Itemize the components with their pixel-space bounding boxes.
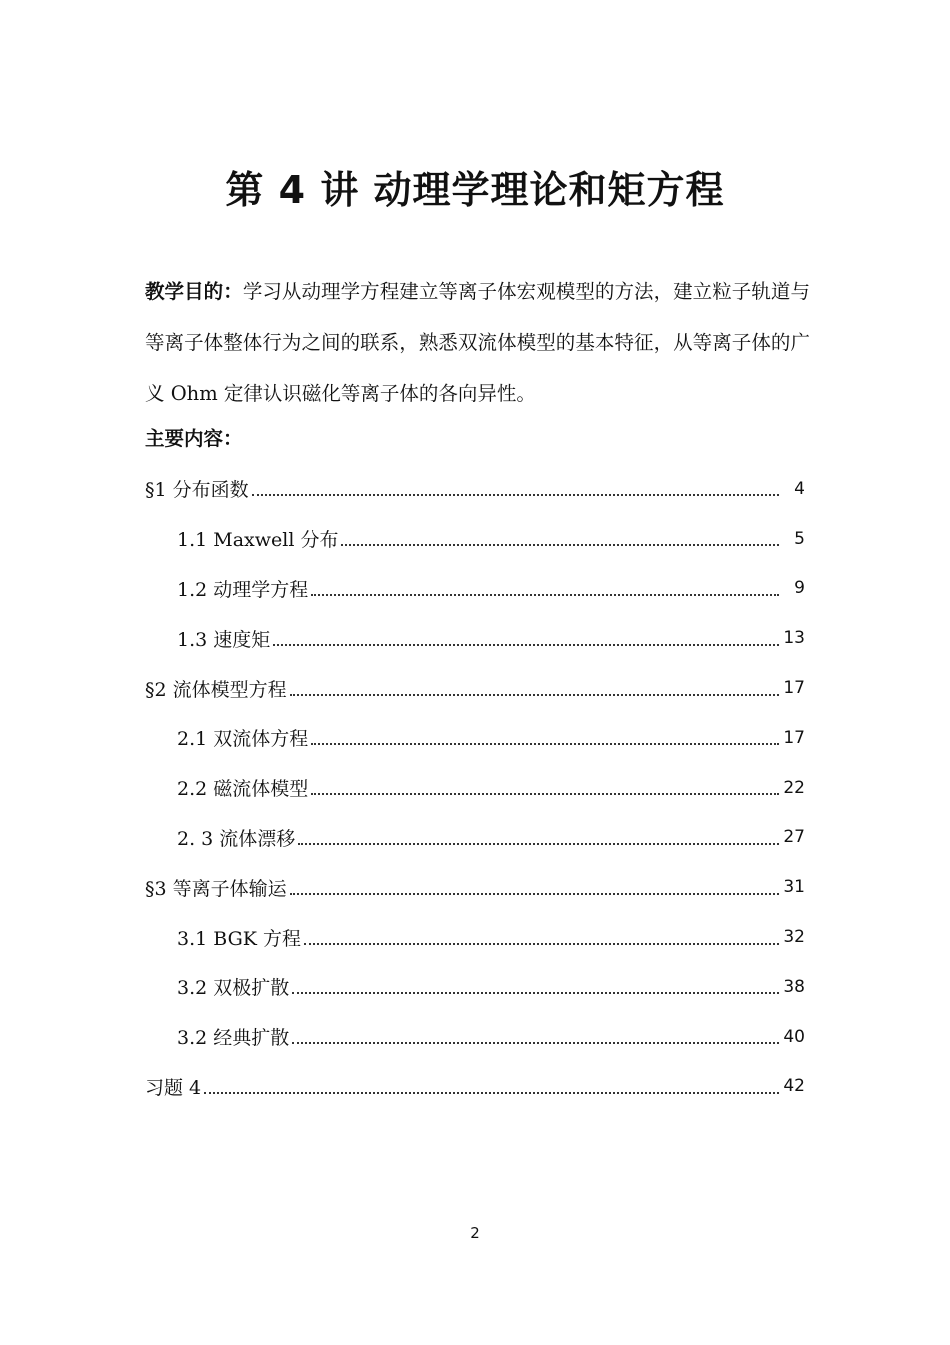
toc-dot-leader: [298, 842, 779, 845]
toc-dot-leader: [304, 942, 779, 945]
toc-entry-title: 习题 4: [145, 1076, 202, 1099]
toc-entry[interactable]: [145, 564, 805, 614]
toc-entry-page: 13: [783, 628, 805, 649]
toc-dot-leader: [290, 693, 779, 696]
toc-dot-leader: [273, 643, 779, 646]
toc-entry-page: 40: [783, 1026, 805, 1047]
toc-dot-leader: [204, 1091, 779, 1094]
toc-entry-page: 4: [794, 478, 805, 499]
toc-entry-page: 22: [783, 777, 805, 798]
toc-entry-title: 3.2 经典扩散: [177, 1027, 290, 1050]
toc-entry[interactable]: [145, 763, 805, 813]
teaching-objectives: [145, 266, 810, 419]
toc-entry[interactable]: [145, 813, 805, 863]
toc-entry-page: 17: [783, 727, 805, 748]
toc-entry-page: 32: [783, 927, 805, 948]
toc-dot-leader: [311, 742, 779, 745]
toc-entry[interactable]: [145, 713, 805, 763]
toc-entry-title: 2.2 磁流体模型: [177, 778, 309, 801]
toc-entry-title: 1.3 速度矩: [177, 628, 271, 651]
toc-dot-leader: [292, 991, 779, 994]
toc-entry-title: 3.1 BGK 方程: [177, 927, 301, 950]
toc-entry[interactable]: [145, 613, 805, 663]
objectives-text: 学习从动理学方程建立等离子体宏观模型的方法，建立粒子轨道与等离子体整体行为之间的联系，熟悉双流体模型的基本特征，从等离子体的广义 Ohm 定律认识磁化等离子体的各向异性。: [145, 280, 810, 405]
toc-entry-page: 5: [794, 528, 805, 549]
toc-entry[interactable]: [145, 663, 805, 713]
toc-entry-page: 9: [794, 578, 805, 599]
toc-entry-title: 1.2 动理学方程: [177, 578, 309, 601]
toc-entry[interactable]: [145, 962, 805, 1012]
toc-entry-title: §1 分布函数: [145, 479, 249, 502]
toc-entry-title: 1.1 Maxwell 分布: [177, 529, 339, 552]
toc-entry-page: 27: [783, 827, 805, 848]
toc-entry[interactable]: [145, 912, 805, 962]
objectives-label: 教学目的：: [145, 280, 243, 303]
toc-entry-title: §3 等离子体输运: [145, 877, 287, 900]
contents-heading: 主要内容：: [145, 427, 243, 450]
toc-entry[interactable]: [145, 464, 805, 514]
page-number: 2: [470, 1224, 480, 1242]
page-title: 第 4 讲 动理学理论和矩方程: [225, 168, 725, 212]
table-of-contents: [145, 464, 805, 1111]
toc-dot-leader: [290, 892, 779, 895]
toc-entry-title: 2.1 双流体方程: [177, 728, 309, 751]
toc-entry-title: 2. 3 流体漂移: [177, 827, 296, 850]
toc-dot-leader: [341, 543, 779, 546]
toc-entry-title: §2 流体模型方程: [145, 678, 287, 701]
toc-dot-leader: [311, 593, 779, 596]
toc-entry[interactable]: [145, 862, 805, 912]
toc-dot-leader: [311, 792, 779, 795]
toc-entry-page: 38: [783, 976, 805, 997]
toc-entry-page: 17: [783, 678, 805, 699]
toc-dot-leader: [252, 493, 779, 496]
toc-entry[interactable]: [145, 1012, 805, 1062]
toc-entry[interactable]: [145, 1062, 805, 1112]
toc-entry-title: 3.2 双极扩散: [177, 977, 290, 1000]
toc-entry[interactable]: [145, 514, 805, 564]
toc-entry-page: 42: [783, 1076, 805, 1097]
toc-entry-page: 31: [783, 877, 805, 898]
toc-dot-leader: [292, 1041, 779, 1044]
